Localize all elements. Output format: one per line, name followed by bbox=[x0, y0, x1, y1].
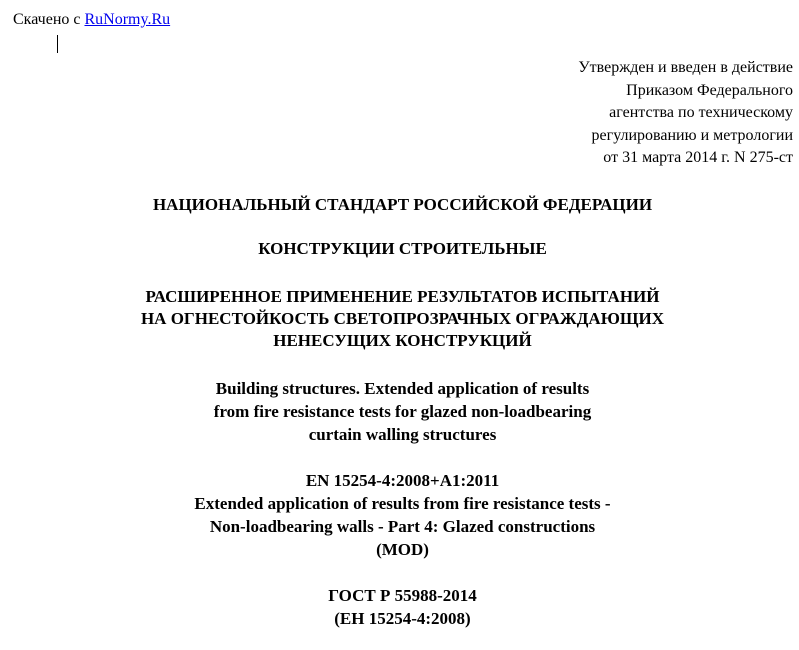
download-prefix: Скачено с bbox=[13, 11, 81, 28]
constructions-text: КОНСТРУКЦИИ СТРОИТЕЛЬНЫЕ bbox=[258, 239, 547, 258]
russian-title-line: РАСШИРЕННОЕ ПРИМЕНЕНИЕ РЕЗУЛЬТАТОВ ИСПЫТАНИЙ bbox=[145, 287, 660, 306]
en-standard-line: (MOD) bbox=[376, 540, 429, 559]
gost-line: ГОСТ Р 55988-2014 bbox=[328, 586, 477, 605]
en-standard-line: Non-loadbearing walls - Part 4: Glazed constructions bbox=[209, 517, 596, 536]
russian-title-line: НЕНЕСУЩИХ КОНСТРУКЦИЙ bbox=[273, 331, 532, 350]
approval-line: от 31 марта 2014 г. N 275-ст bbox=[603, 149, 793, 166]
en-standard-reference bbox=[0, 469, 799, 561]
russian-title-line: НА ОГНЕСТОЙКОСТЬ СВЕТОПРОЗРАЧНЫХ ОГРАЖДАЮЩИХ bbox=[140, 309, 665, 328]
en-standard-line: EN 15254-4:2008+A1:2011 bbox=[305, 471, 500, 490]
en-standard-line: Extended application of results from fire resistance tests - bbox=[194, 494, 611, 513]
constructions-heading bbox=[0, 238, 799, 260]
english-title-line: from fire resistance tests for glazed non-loadbearing bbox=[213, 402, 592, 421]
approval-line: Утвержден и введен в действие bbox=[578, 59, 793, 76]
gost-line: (ЕН 15254-4:2008) bbox=[334, 609, 471, 628]
national-standard-text: НАЦИОНАЛЬНЫЙ СТАНДАРТ РОССИЙСКОЙ ФЕДЕРАЦИИ bbox=[152, 195, 653, 214]
english-title bbox=[0, 377, 799, 446]
national-standard-heading bbox=[0, 194, 799, 216]
approval-line: регулированию и метрологии bbox=[591, 126, 793, 144]
gost-designation bbox=[0, 584, 799, 630]
approval-block bbox=[578, 57, 793, 170]
english-title-line: Building structures. Extended application of results bbox=[215, 379, 590, 398]
runormy-link[interactable]: RuNormy.Ru bbox=[84, 11, 171, 28]
russian-title bbox=[0, 286, 799, 352]
download-source-line bbox=[13, 10, 170, 30]
approval-line: Приказом Федерального bbox=[626, 81, 793, 99]
english-title-line: curtain walling structures bbox=[308, 425, 497, 444]
text-cursor bbox=[57, 35, 58, 53]
approval-line: агентства по техническому bbox=[609, 104, 793, 121]
